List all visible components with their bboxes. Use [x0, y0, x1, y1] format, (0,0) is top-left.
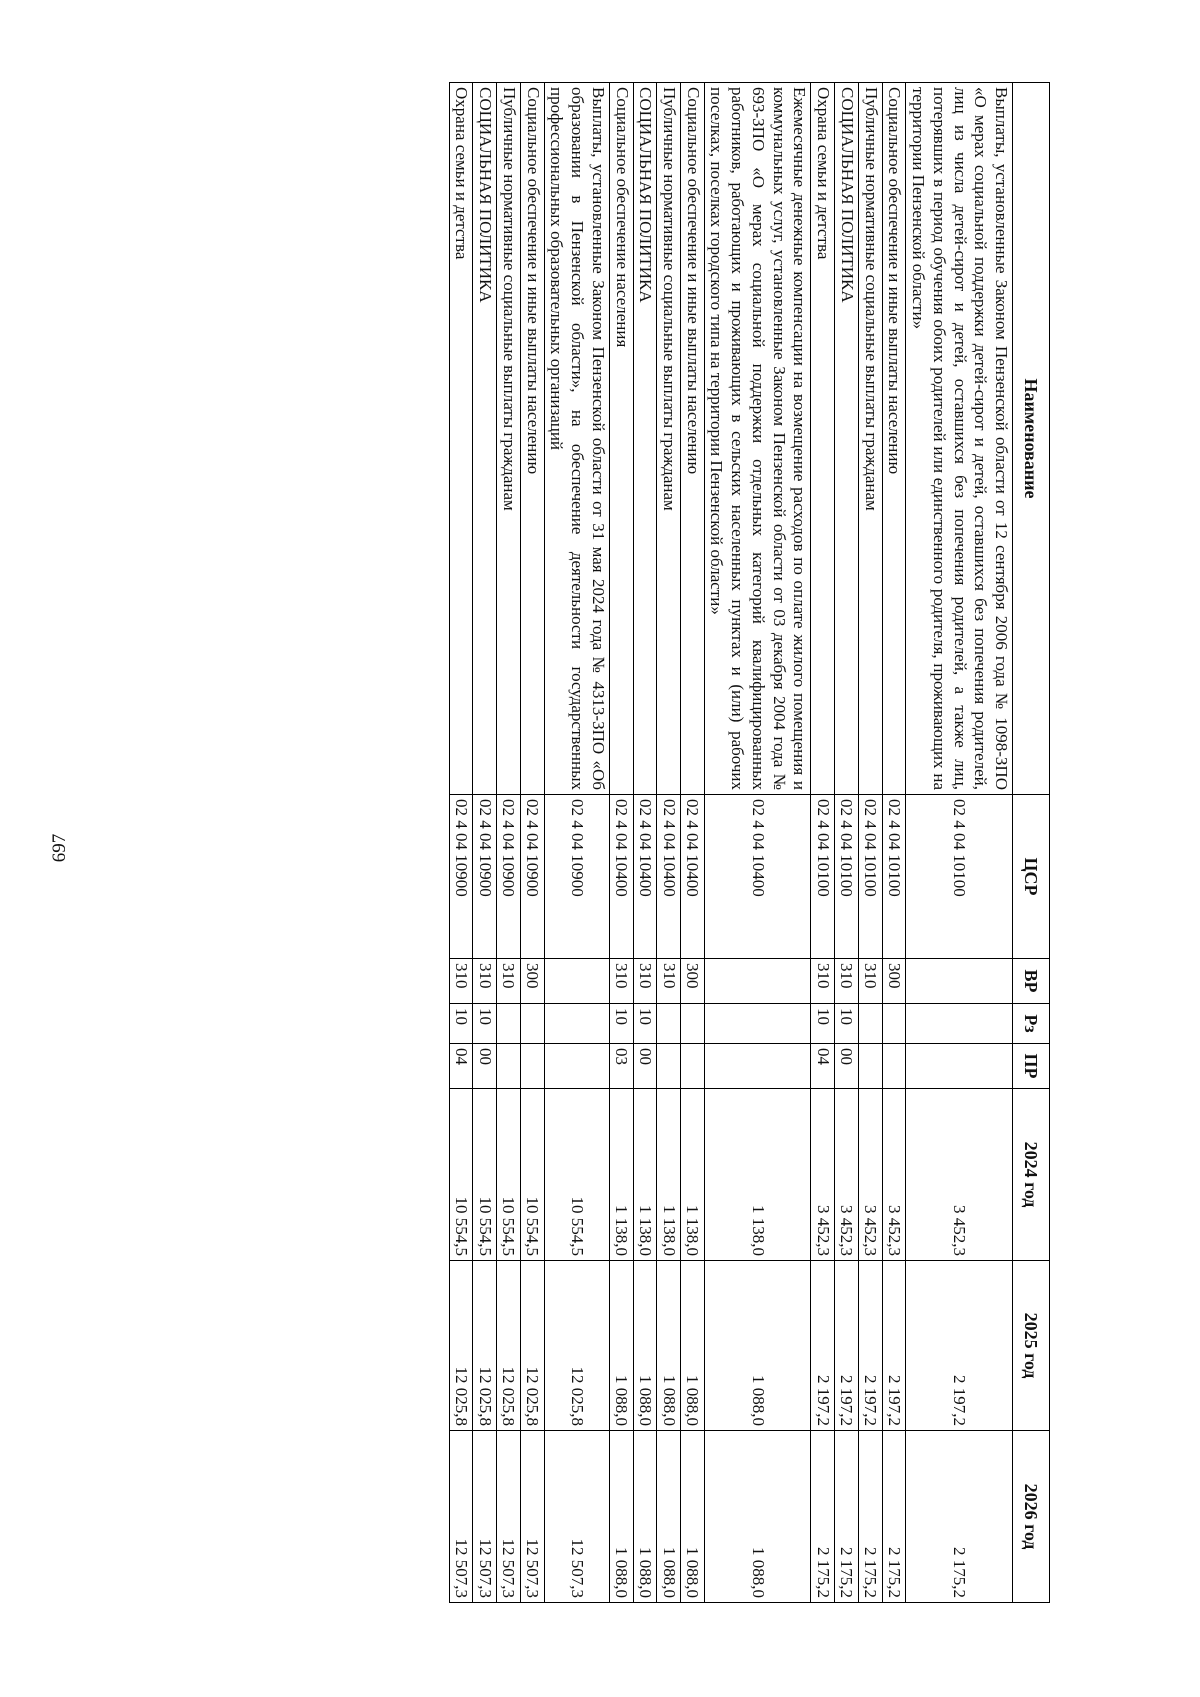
row-2025: 2 197,2: [858, 1261, 882, 1431]
row-name: Публичные нормативные социальные выплаты гражданам: [497, 83, 521, 795]
row-vr: 310: [609, 959, 633, 1004]
row-2025: 12 025,8: [520, 1261, 544, 1431]
table-row: [882, 83, 906, 1603]
row-name: Выплаты, установленные Законом Пензенской области от 12 сентября 2006 года № 1098-ЗПО «О мерах социальной поддержки детей-сирот и детей, оставшихся без попечения родителей, лиц из числа детей-сирот и детей, оставшихся без попечения родителей, а также лиц, потерявших в период обучения обоих родителей или единственного родителя, проживающих на территории Пензенской области»: [906, 83, 1013, 795]
row-2026: 1 088,0: [633, 1431, 657, 1603]
row-2024: 1 138,0: [657, 1089, 681, 1261]
row-2024: 1 138,0: [609, 1089, 633, 1261]
row-rz: [544, 1004, 609, 1044]
row-2026: 12 507,3: [473, 1431, 497, 1603]
table-row: [633, 83, 657, 1603]
budget-table: [449, 82, 1050, 1603]
row-rz: 10: [473, 1004, 497, 1044]
row-2024: 3 452,3: [835, 1089, 859, 1261]
header-row: [1013, 83, 1050, 1603]
row-pr: [520, 1044, 544, 1089]
row-csr: 02 4 04 10400: [680, 795, 704, 959]
row-name: СОЦИАЛЬНАЯ ПОЛИТИКА: [633, 83, 657, 795]
row-rz: 10: [811, 1004, 835, 1044]
row-vr: 310: [473, 959, 497, 1004]
row-2025: 2 197,2: [835, 1261, 859, 1431]
row-2026: 1 088,0: [704, 1431, 811, 1603]
row-2024: 3 452,3: [882, 1089, 906, 1261]
row-2024: 10 554,5: [544, 1089, 609, 1261]
row-csr: 02 4 04 10100: [811, 795, 835, 959]
row-pr: 04: [811, 1044, 835, 1089]
column-header-2026: 2026 год: [1013, 1431, 1050, 1603]
row-rz: [680, 1004, 704, 1044]
column-header-2025: 2025 год: [1013, 1261, 1050, 1431]
row-vr: 310: [811, 959, 835, 1004]
row-name: Публичные нормативные социальные выплаты гражданам: [657, 83, 681, 795]
page-number: 697: [49, 833, 70, 863]
row-2024: 3 452,3: [858, 1089, 882, 1261]
row-2024: 1 138,0: [704, 1089, 811, 1261]
row-pr: 00: [835, 1044, 859, 1089]
table-row: [657, 83, 681, 1603]
row-2026: 2 175,2: [811, 1431, 835, 1603]
row-vr: 300: [680, 959, 704, 1004]
row-csr: 02 4 04 10400: [657, 795, 681, 959]
row-name: Охрана семьи и детства: [811, 83, 835, 795]
table-row: [473, 83, 497, 1603]
row-rz: [497, 1004, 521, 1044]
row-2024: 10 554,5: [473, 1089, 497, 1261]
row-rz: 10: [633, 1004, 657, 1044]
row-pr: [544, 1044, 609, 1089]
row-vr: 310: [835, 959, 859, 1004]
row-vr: 310: [657, 959, 681, 1004]
row-name: Публичные нормативные социальные выплаты гражданам: [858, 83, 882, 795]
row-pr: [882, 1044, 906, 1089]
row-2026: 1 088,0: [657, 1431, 681, 1603]
row-rz: [657, 1004, 681, 1044]
row-csr: 02 4 04 10100: [858, 795, 882, 959]
row-2025: 1 088,0: [680, 1261, 704, 1431]
row-2025: 2 197,2: [906, 1261, 1013, 1431]
row-name: Социальное обеспечение и иные выплаты населению: [680, 83, 704, 795]
row-rz: [858, 1004, 882, 1044]
column-header-pr: ПР: [1013, 1044, 1050, 1089]
row-rz: [704, 1004, 811, 1044]
row-2025: 1 088,0: [633, 1261, 657, 1431]
row-2026: 12 507,3: [449, 1431, 473, 1603]
table-row: [609, 83, 633, 1603]
row-name: Социальное обеспечение населения: [609, 83, 633, 795]
column-header-2024: 2024 год: [1013, 1089, 1050, 1261]
table-row: [544, 83, 609, 1603]
row-pr: [497, 1044, 521, 1089]
table-row: [704, 83, 811, 1603]
row-pr: [657, 1044, 681, 1089]
row-csr: 02 4 04 10100: [882, 795, 906, 959]
row-csr: 02 4 04 10100: [906, 795, 1013, 959]
row-vr: 310: [858, 959, 882, 1004]
column-header-rz: Рз: [1013, 1004, 1050, 1044]
table-row: [449, 83, 473, 1603]
row-2024: 1 138,0: [633, 1089, 657, 1261]
row-csr: 02 4 04 10400: [609, 795, 633, 959]
row-2024: 3 452,3: [811, 1089, 835, 1261]
row-2025: 2 197,2: [882, 1261, 906, 1431]
row-2024: 10 554,5: [449, 1089, 473, 1261]
column-header-vr: ВР: [1013, 959, 1050, 1004]
row-name: Социальное обеспечение и иные выплаты населению: [520, 83, 544, 795]
row-csr: 02 4 04 10100: [835, 795, 859, 959]
row-2025: 12 025,8: [544, 1261, 609, 1431]
row-rz: 10: [449, 1004, 473, 1044]
row-2026: 1 088,0: [609, 1431, 633, 1603]
row-name: СОЦИАЛЬНАЯ ПОЛИТИКА: [473, 83, 497, 795]
row-vr: [544, 959, 609, 1004]
row-2026: 1 088,0: [680, 1431, 704, 1603]
row-csr: 02 4 04 10400: [633, 795, 657, 959]
row-2025: 12 025,8: [449, 1261, 473, 1431]
table-header: [1013, 83, 1050, 1603]
row-vr: [704, 959, 811, 1004]
row-2026: 12 507,3: [544, 1431, 609, 1603]
row-pr: 04: [449, 1044, 473, 1089]
row-2026: 2 175,2: [858, 1431, 882, 1603]
row-2026: 2 175,2: [906, 1431, 1013, 1603]
table-row: [811, 83, 835, 1603]
table-row: [906, 83, 1013, 1603]
table-row: [680, 83, 704, 1603]
row-name: Охрана семьи и детства: [449, 83, 473, 795]
row-2025: 12 025,8: [497, 1261, 521, 1431]
row-rz: [906, 1004, 1013, 1044]
row-pr: [858, 1044, 882, 1089]
row-rz: 10: [609, 1004, 633, 1044]
row-2025: 1 088,0: [704, 1261, 811, 1431]
table-row: [497, 83, 521, 1603]
row-csr: 02 4 04 10900: [544, 795, 609, 959]
row-rz: [520, 1004, 544, 1044]
row-vr: 310: [633, 959, 657, 1004]
row-pr: 00: [473, 1044, 497, 1089]
column-header-name: Наименование: [1013, 83, 1050, 795]
row-2025: 12 025,8: [473, 1261, 497, 1431]
row-2026: 12 507,3: [497, 1431, 521, 1603]
row-vr: 300: [520, 959, 544, 1004]
row-2024: 1 138,0: [680, 1089, 704, 1261]
row-2026: 12 507,3: [520, 1431, 544, 1603]
row-vr: 310: [449, 959, 473, 1004]
row-csr: 02 4 04 10900: [449, 795, 473, 959]
row-name: Ежемесячные денежные компенсации на возмещение расходов по оплате жилого помещения и коммунальных услуг, установленные Законом Пензенской области от 03 декабря 2004 года № 693-ЗПО «О мерах социальной поддержки отдельных категорий квалифицированных работников, работающих и проживающих в сельских населенных пунктах и (или) рабочих поселках, поселках городского типа на территории Пензенской области»: [704, 83, 811, 795]
row-2025: 1 088,0: [609, 1261, 633, 1431]
row-2026: 2 175,2: [835, 1431, 859, 1603]
column-header-csr: ЦСР: [1013, 795, 1050, 959]
row-name: Социальное обеспечение и иные выплаты населению: [882, 83, 906, 795]
row-rz: 10: [835, 1004, 859, 1044]
row-2026: 2 175,2: [882, 1431, 906, 1603]
row-vr: [906, 959, 1013, 1004]
row-vr: 310: [497, 959, 521, 1004]
row-pr: [704, 1044, 811, 1089]
row-2024: 3 452,3: [906, 1089, 1013, 1261]
row-pr: [906, 1044, 1013, 1089]
row-pr: [680, 1044, 704, 1089]
row-csr: 02 4 04 10400: [704, 795, 811, 959]
row-csr: 02 4 04 10900: [473, 795, 497, 959]
row-csr: 02 4 04 10900: [497, 795, 521, 959]
row-2025: 1 088,0: [657, 1261, 681, 1431]
rotated-table-wrapper: [143, 82, 1050, 1602]
row-name: Выплаты, установленные Законом Пензенской области от 31 мая 2024 года № 4313-ЗПО «Об образовании в Пензенской области», на обеспечение деятельности государственных профессиональных образовательных организаций: [544, 83, 609, 795]
table-row: [858, 83, 882, 1603]
row-pr: 00: [633, 1044, 657, 1089]
row-2024: 10 554,5: [497, 1089, 521, 1261]
table-row: [835, 83, 859, 1603]
table-row: [520, 83, 544, 1603]
row-vr: 300: [882, 959, 906, 1004]
row-2024: 10 554,5: [520, 1089, 544, 1261]
row-rz: [882, 1004, 906, 1044]
row-name: СОЦИАЛЬНАЯ ПОЛИТИКА: [835, 83, 859, 795]
row-2025: 2 197,2: [811, 1261, 835, 1431]
row-csr: 02 4 04 10900: [520, 795, 544, 959]
row-pr: 03: [609, 1044, 633, 1089]
table-body: [449, 83, 1012, 1603]
